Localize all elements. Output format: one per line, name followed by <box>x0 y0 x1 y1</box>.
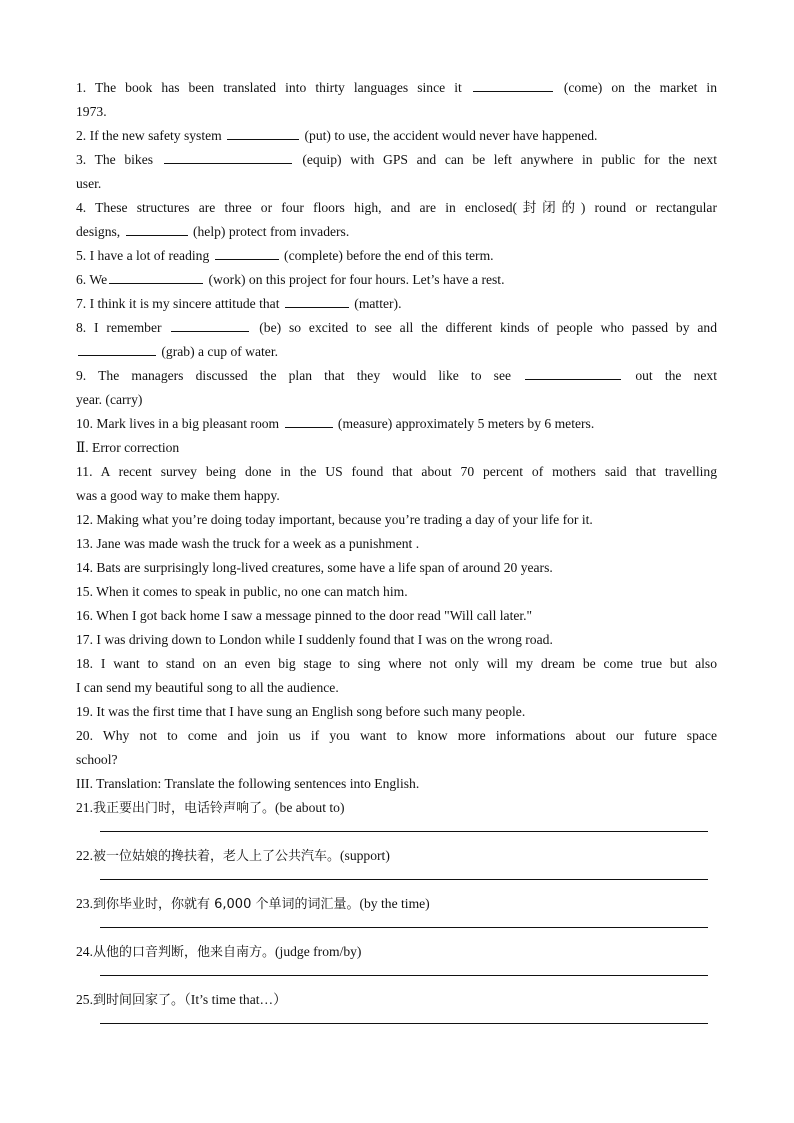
question-line <box>76 364 717 388</box>
answer-line[interactable] <box>76 820 717 844</box>
answer-blank[interactable] <box>126 221 188 236</box>
question-text: 9. The managers discussed the plan that they would like to see <box>76 368 524 383</box>
answer-blank[interactable] <box>171 317 249 332</box>
translation-hint: (be about to) <box>275 800 345 815</box>
answer-rule <box>100 975 708 976</box>
error-sentence: 12. Making what you’re doing today important, because you’re trading a day of your life for it. <box>76 512 593 527</box>
error-item <box>76 628 717 652</box>
question-line <box>76 388 717 412</box>
question-item <box>76 316 717 364</box>
question-text: (work) on this project for four hours. Let’s have a rest. <box>205 272 505 287</box>
question-text: 8. I remember <box>76 320 170 335</box>
error-sentence: 11. A recent survey being done in the US found that about 70 percent of mothers said that travelling <box>76 464 717 479</box>
error-item <box>76 580 717 604</box>
error-item <box>76 508 717 532</box>
error-item <box>76 652 717 700</box>
answer-rule <box>100 927 708 928</box>
answer-blank[interactable] <box>164 149 292 164</box>
error-sentence: 15. When it comes to speak in public, no one can match him. <box>76 584 408 599</box>
answer-blank[interactable] <box>473 77 553 92</box>
question-text: 7. I think it is my sincere attitude that <box>76 296 283 311</box>
question-line <box>76 268 717 292</box>
chinese-sentence: 到你毕业时，你就有 6,000 个单词的词汇量。 <box>93 897 360 912</box>
answer-blank[interactable] <box>78 341 156 356</box>
question-item <box>76 244 717 268</box>
question-line <box>76 124 717 148</box>
error-item <box>76 724 717 772</box>
error-item <box>76 556 717 580</box>
error-sentence: 16. When I got back home I saw a message pinned to the door read "Will call later." <box>76 608 533 623</box>
question-text: (come) on the market in <box>554 80 718 95</box>
question-text: 5. I have a lot of reading <box>76 248 213 263</box>
question-item <box>76 292 717 316</box>
question-item <box>76 76 717 124</box>
translation-number: 24. <box>76 944 93 959</box>
answer-blank[interactable] <box>215 245 279 260</box>
answer-rule <box>100 879 708 880</box>
question-text: 2. If the new safety system <box>76 128 226 143</box>
error-sentence: 14. Bats are surprisingly long-lived creatures, some have a life span of around 20 years. <box>76 560 553 575</box>
error-sentence: I can send my beautiful song to all the audience. <box>76 680 339 695</box>
answer-line[interactable] <box>76 1012 717 1036</box>
error-sentence: 13. Jane was made wash the truck for a week as a punishment . <box>76 536 420 551</box>
question-text: 1. The book has been translated into thirty languages since it <box>76 80 471 95</box>
error-sentence: 20. Why not to come and join us if you want to know more informations about our future space <box>76 728 717 743</box>
question-text: 10. Mark lives in a big pleasant room <box>76 416 283 431</box>
error-item <box>76 700 717 724</box>
translation-prompt <box>76 844 717 868</box>
answer-blank[interactable] <box>285 293 349 308</box>
error-correction-section <box>76 460 717 772</box>
translation-prompt <box>76 796 717 820</box>
answer-blank[interactable] <box>525 365 621 380</box>
question-text: 1973. <box>76 104 107 119</box>
question-line <box>76 244 717 268</box>
error-sentence: 18. I want to stand on an even big stage to sing where not only will my dream be come true but also <box>76 656 717 671</box>
translation-item <box>76 844 717 892</box>
question-text: 4. These structures are three or four floors high, and are in enclosed(封闭的) round or rectangular <box>76 200 717 215</box>
answer-line[interactable] <box>76 868 717 892</box>
question-text: (help) protect from invaders. <box>189 224 350 239</box>
question-text: (be) so excited to see all the different kinds of people who passed by and <box>251 320 717 335</box>
question-item <box>76 148 717 196</box>
error-sentence: school? <box>76 752 118 767</box>
question-text: 6. We <box>76 272 108 287</box>
question-line <box>76 220 717 244</box>
question-line <box>76 316 717 340</box>
chinese-sentence: 我正要出门时，电话铃声响了。 <box>93 801 276 816</box>
translation-prompt <box>76 940 717 964</box>
translation-prompt <box>76 892 717 916</box>
translation-hint: (judge from/by) <box>275 944 362 959</box>
error-item <box>76 532 717 556</box>
question-line <box>76 76 717 100</box>
translation-number: 23. <box>76 896 93 911</box>
question-item <box>76 196 717 244</box>
answer-rule <box>100 1023 708 1024</box>
answer-blank[interactable] <box>285 413 333 428</box>
question-text: designs, <box>76 224 124 239</box>
question-text: (complete) before the end of this term. <box>280 248 494 263</box>
translation-number: 22. <box>76 848 93 863</box>
answer-line[interactable] <box>76 964 717 988</box>
error-sentence: was a good way to make them happy. <box>76 488 280 503</box>
translation-item <box>76 940 717 988</box>
error-sentence: 17. I was driving down to London while I suddenly found that I was on the wrong road. <box>76 632 553 647</box>
section-heading-translation: III. Translation: Translate the following sentences into English. <box>76 776 420 791</box>
error-item <box>76 604 717 628</box>
question-line <box>76 340 717 364</box>
chinese-sentence: 到时间回家了。 <box>93 993 185 1008</box>
chinese-sentence: 从他的口音判断，他来自南方。 <box>93 945 276 960</box>
answer-line[interactable] <box>76 916 717 940</box>
translation-hint: (support) <box>340 848 390 863</box>
question-line <box>76 148 717 172</box>
question-line <box>76 196 717 220</box>
question-item <box>76 364 717 412</box>
translation-hint: (by the time) <box>359 896 430 911</box>
question-text: (matter). <box>350 296 402 311</box>
translation-section <box>76 796 717 1036</box>
question-text: 3. The bikes <box>76 152 162 167</box>
question-line <box>76 100 717 124</box>
answer-blank[interactable] <box>109 269 203 284</box>
answer-blank[interactable] <box>227 125 299 140</box>
question-item <box>76 268 717 292</box>
translation-hint: （It’s time that…） <box>184 992 287 1007</box>
question-line <box>76 412 717 436</box>
question-item <box>76 124 717 148</box>
answer-rule <box>100 831 708 832</box>
error-item <box>76 460 717 508</box>
error-sentence: 19. It was the first time that I have sung an English song before such many people. <box>76 704 526 719</box>
question-text: out the next <box>623 368 718 383</box>
translation-prompt <box>76 988 717 1012</box>
fill-blanks-section <box>76 76 717 436</box>
question-text: (grab) a cup of water. <box>158 344 279 359</box>
question-text: user. <box>76 176 102 191</box>
question-line <box>76 172 717 196</box>
translation-number: 21. <box>76 800 93 815</box>
question-item <box>76 412 717 436</box>
question-line <box>76 292 717 316</box>
translation-item <box>76 892 717 940</box>
question-text: year. (carry) <box>76 392 143 407</box>
section-heading-error-correction: Ⅱ. Error correction <box>76 440 180 455</box>
question-text: (measure) approximately 5 meters by 6 meters. <box>334 416 595 431</box>
translation-item <box>76 796 717 844</box>
worksheet <box>76 76 717 1036</box>
question-text: (equip) with GPS and can be left anywhere in public for the next <box>293 152 717 167</box>
translation-number: 25. <box>76 992 93 1007</box>
translation-item <box>76 988 717 1036</box>
question-text: (put) to use, the accident would never have happened. <box>301 128 598 143</box>
chinese-sentence: 被一位姑娘的搀扶着，老人上了公共汽车。 <box>93 849 341 864</box>
